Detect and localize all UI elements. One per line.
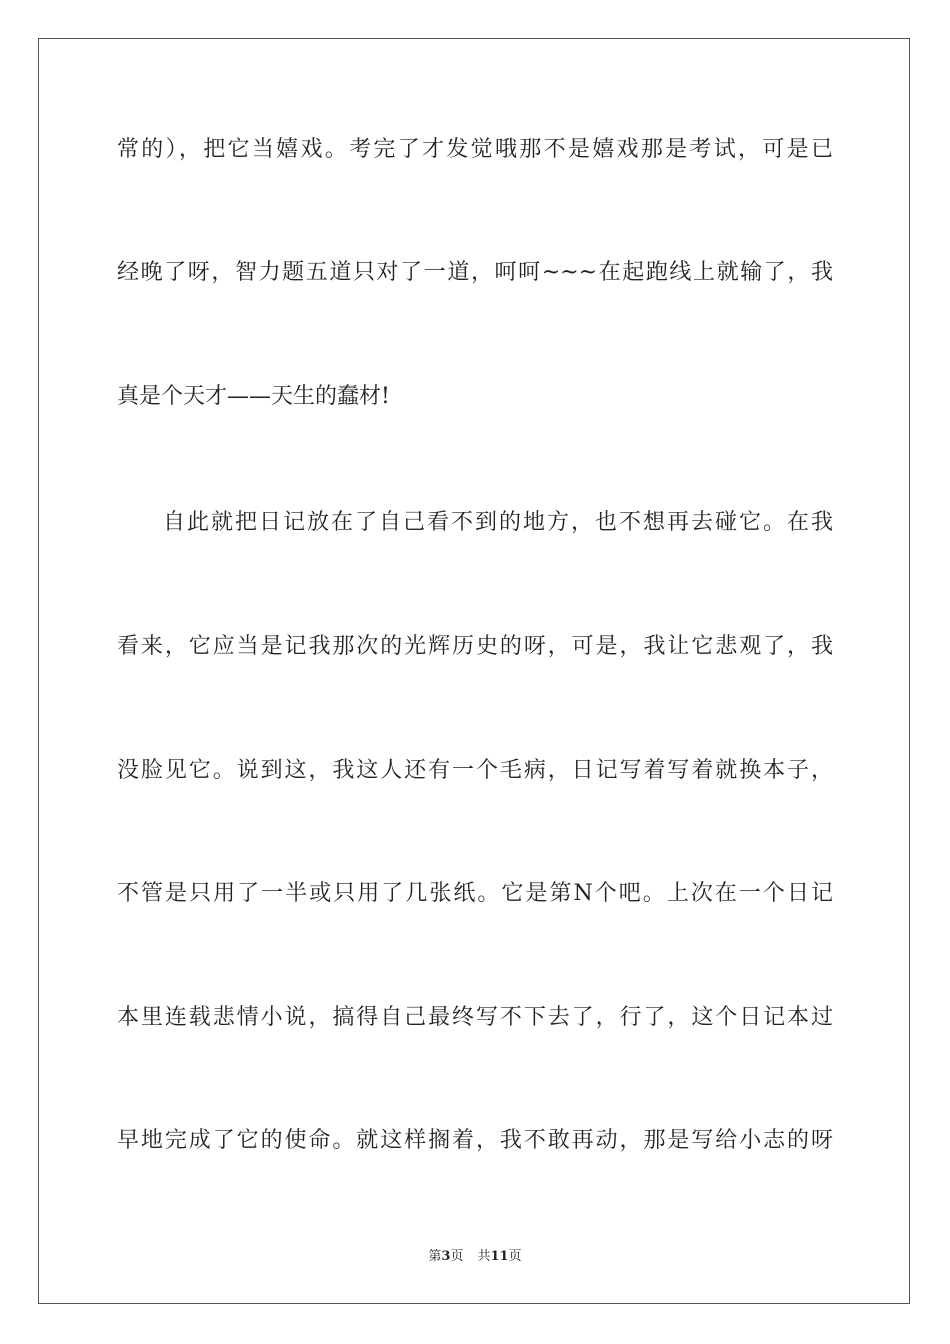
text-line-2: 经晚了呀，智力题五道只对了一道，呵呵~~~在起跑线上就输了，我 <box>117 260 833 285</box>
text-line-5: 看来，它应当是记我那次的光辉历史的呀，可是，我让它悲观了，我 <box>117 634 833 659</box>
text-line-8: 本里连载悲情小说，搞得自己最终写不下去了，行了，这个日记本过 <box>117 1005 833 1030</box>
page-suffix: 页 <box>450 1249 464 1264</box>
total-suffix: 页 <box>508 1249 522 1264</box>
text-line-1: 常的），把它当嬉戏。考完了才发觉哦那不是嬉戏那是考试，可是已 <box>117 137 833 162</box>
text-line-7: 不管是只用了一半或只用了几张纸。它是第N个吧。上次在一个日记 <box>117 881 833 906</box>
page-prefix: 第 <box>428 1249 442 1264</box>
text-line-9: 早地完成了它的使命。就这样搁着，我不敢再动，那是写给小志的呀 <box>117 1128 833 1153</box>
total-prefix: 共 <box>477 1249 491 1264</box>
text-line-3: 真是个天才——天生的蠢材! <box>117 384 390 409</box>
paragraph-start-line: 自此就把日记放在了自己看不到的地方，也不想再去碰它。在我 <box>163 510 833 535</box>
total-page-number: 11 <box>490 1249 509 1264</box>
current-page-number: 3 <box>441 1249 451 1264</box>
text-line-6: 没脸见它。说到这，我这人还有一个毛病，日记写着写着就换本子， <box>117 758 833 783</box>
page-border <box>38 38 910 1304</box>
page-footer <box>0 1245 950 1264</box>
